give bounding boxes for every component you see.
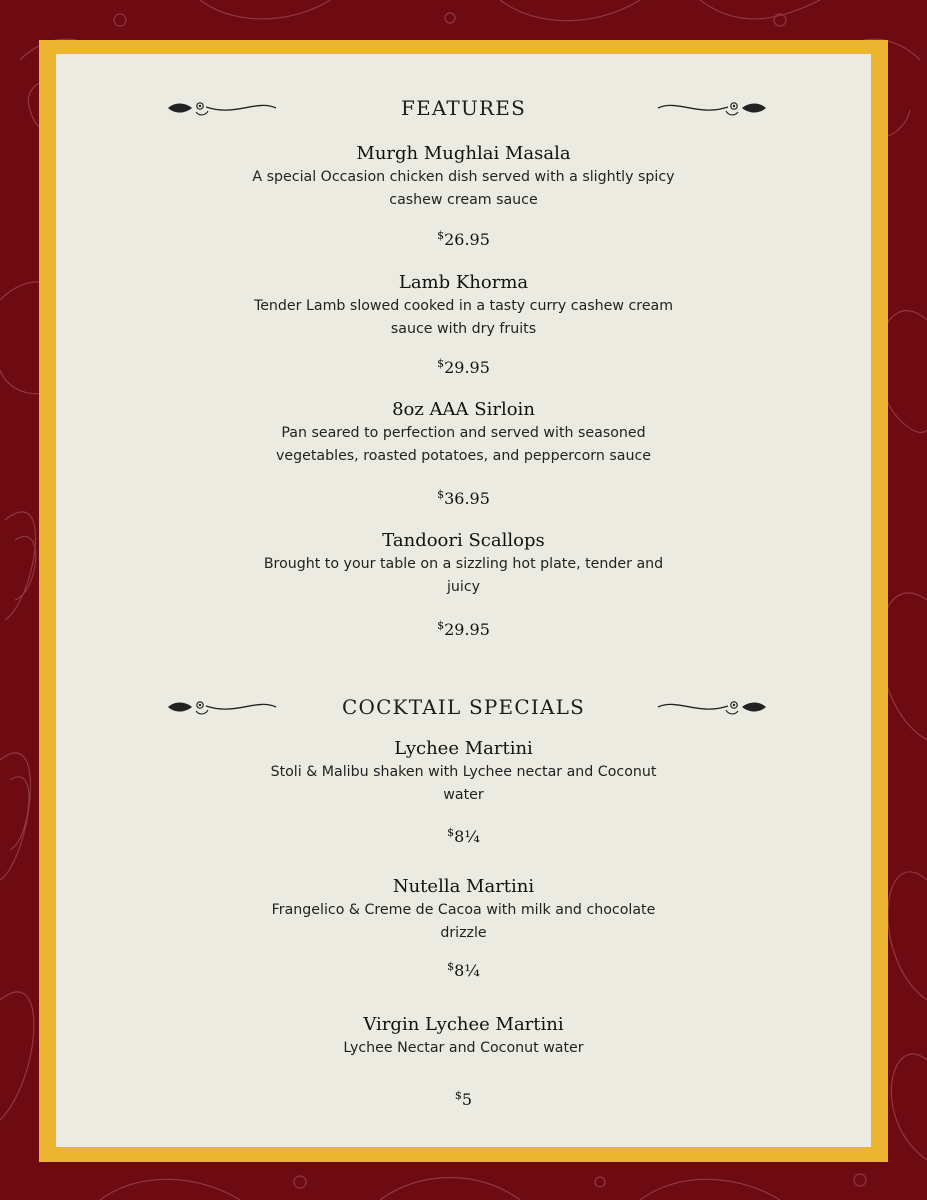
item-description: Tender Lamb slowed cooked in a tasty curry cashew cream sauce with dry fruits bbox=[253, 298, 674, 337]
menu-panel bbox=[56, 54, 871, 1147]
gold-border-frame bbox=[39, 40, 888, 1162]
item-description: Lychee Nectar and Coconut water bbox=[343, 1040, 584, 1056]
item-price bbox=[56, 619, 871, 639]
item-name: Lamb Khorma bbox=[398, 272, 529, 293]
item-name: Virgin Lychee Martini bbox=[363, 1014, 564, 1035]
item-price bbox=[56, 357, 871, 377]
menu-item bbox=[56, 271, 871, 341]
price-value: 36.95 bbox=[444, 489, 490, 508]
price-value: 5 bbox=[461, 1090, 473, 1109]
currency-symbol: $ bbox=[447, 960, 455, 973]
menu-item bbox=[56, 1013, 871, 1060]
item-description: Brought to your table on a sizzling hot plate, tender and juicy bbox=[263, 556, 664, 595]
item-description: Stoli & Malibu shaken with Lychee nectar and Coconut water bbox=[270, 764, 657, 803]
cocktails-title: COCKTAIL SPECIALS bbox=[342, 695, 585, 719]
currency-symbol: $ bbox=[447, 826, 455, 839]
menu-item bbox=[56, 142, 871, 212]
currency-symbol: $ bbox=[437, 229, 445, 242]
item-price bbox=[56, 1089, 871, 1109]
price-value: 8¼ bbox=[454, 827, 480, 846]
item-description: Pan seared to perfection and served with seasoned vegetables, roasted potatoes, and peppercorn sauce bbox=[276, 425, 651, 464]
features-header bbox=[56, 88, 871, 128]
menu-item bbox=[56, 529, 871, 599]
price-value: 8¼ bbox=[454, 961, 480, 980]
flourish-ornament-icon bbox=[656, 694, 768, 720]
price-value: 26.95 bbox=[444, 230, 490, 249]
flourish-ornament-icon bbox=[166, 95, 278, 121]
price-value: 29.95 bbox=[444, 620, 490, 639]
price-value: 29.95 bbox=[444, 358, 490, 377]
item-name: Nutella Martini bbox=[392, 876, 535, 897]
currency-symbol: $ bbox=[437, 357, 445, 370]
item-price bbox=[56, 488, 871, 508]
item-name: Tandoori Scallops bbox=[382, 530, 545, 551]
item-name: 8oz AAA Sirloin bbox=[392, 399, 535, 420]
currency-symbol: $ bbox=[437, 619, 445, 632]
flourish-ornament-icon bbox=[656, 95, 768, 121]
item-name: Lychee Martini bbox=[394, 738, 533, 759]
flourish-ornament-icon bbox=[166, 694, 278, 720]
cocktails-header bbox=[56, 687, 871, 727]
item-description: A special Occasion chicken dish served with a slightly spicy cashew cream sauce bbox=[252, 169, 675, 208]
menu-item bbox=[56, 398, 871, 468]
item-price bbox=[56, 960, 871, 980]
currency-symbol: $ bbox=[454, 1089, 462, 1102]
features-title: FEATURES bbox=[401, 96, 526, 120]
item-description: Frangelico & Creme de Cacoa with milk and chocolate drizzle bbox=[271, 902, 656, 941]
item-name: Murgh Mughlai Masala bbox=[356, 143, 571, 164]
menu-item bbox=[56, 875, 871, 945]
menu-item bbox=[56, 737, 871, 807]
currency-symbol: $ bbox=[437, 488, 445, 501]
item-price bbox=[56, 826, 871, 846]
item-price bbox=[56, 229, 871, 249]
